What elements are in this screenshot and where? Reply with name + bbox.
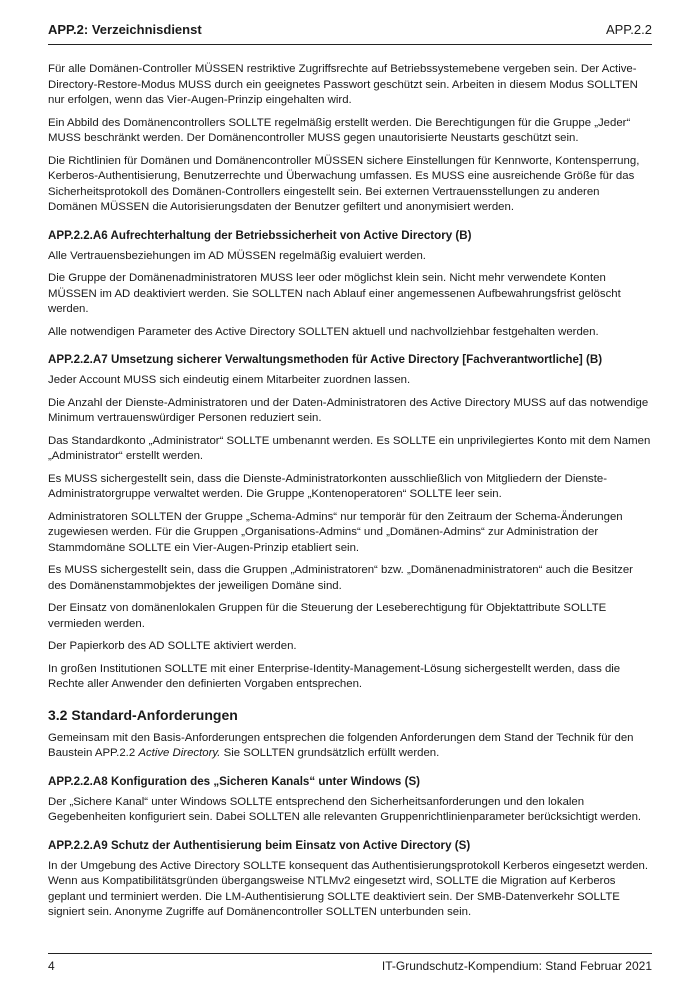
paragraph: Es MUSS sichergestellt sein, dass die Dienste-Administratorkonten ausschließlich von Mitgliedern der Dienste-Administratorgruppe verwaltet werden. Die Gruppe „Kontenoperatoren“ SOLLTE leer sein. [48,472,608,500]
paragraph: Der Einsatz von domänenlokalen Gruppen für die Steuerung der Leseberechtigung für Objektattribute SOLLTE vermieden werden. [48,602,607,630]
intro-text: Sie SOLLTEN grundsätzlich erfüllt werden. [220,747,440,759]
page-header [48,18,652,45]
paragraph: Alle notwendigen Parameter des Active Directory SOLLTEN aktuell und nachvollziehbar festgehalten werden. [48,325,599,338]
page-number: 4 [48,959,55,973]
paragraph: Die Gruppe der Domänenadministratoren MUSS leer oder möglichst klein sein. Nicht mehr verwendete Konten MÜSSEN im AD deaktiviert werden. Sie SOLLTEN nach Ablauf einer angemessenen Aufbewahrungsfrist gelöscht werden. [48,272,621,315]
paragraph: In großen Institutionen SOLLTE mit einer Enterprise-Identity-Management-Lösung sichergestellt werden, dass die Rechte aller Anwender den definierten Vorgaben entsprechen. [48,662,621,690]
paragraph: Die Richtlinien für Domänen und Domänencontroller MÜSSEN sichere Einstellungen für Kennworte, Kontensperrung, Kerberos-Authentisierung, Benutzerrechte und Überwachung umfassen. Es MUSS eine ausreichende Größe für das Sicherheitsprotokoll des Domänen-Controllers eingestellt sein. Bei externen Vertrauensstellungen zu anderen Domänen MÜSSEN die Autorisierungsdaten der Benutzer gefiltert und anonymisiert werden. [48,154,640,213]
paragraph: Jeder Account MUSS sich eindeutig einem Mitarbeiter zuordnen lassen. [48,374,411,386]
paragraph: Der Papierkorb des AD SOLLTE aktiviert werden. [48,640,297,652]
section-heading: 3.2 Standard-Anforderungen [48,706,238,723]
requirement-heading-a8: APP.2.2.A8 Konfiguration des „Sicheren Kanals“ unter Windows (S) [48,774,421,788]
paragraph: In der Umgebung des Active Directory SOLLTE konsequent das Authentisierungsprotokoll Kerberos eingesetzt werden. Wenn aus Kompatibilitätsgründen übergangsweise NTLMv2 eingesetzt wird, SOLLTE die Migration auf Kerberos geplant und terminiert werden. Die LM-Authentisierung SOLLTE deaktiviert sein. Der SMB-Datenverkehr SOLLTE signiert sein. Anonyme Zugriffe auf Domänencontroller SOLLTEN unterbunden sein. [48,859,649,918]
section-intro [48,731,652,762]
intro-text: Gemeinsam mit den Basis-Anforderungen entsprechen die folgenden Anforderungen dem Stand der Technik für den Baustein APP.2.2 [48,731,634,759]
paragraph: Ein Abbild des Domänencontrollers SOLLTE regelmäßig erstellt werden. Die Berechtigungen für die Gruppe „Jeder“ MUSS beschränkt werden. Der Domänencontroller MUSS gegen unautorisierte Neustarts geschützt sein. [48,116,631,144]
paragraph: Administratoren SOLLTEN der Gruppe „Schema-Admins“ nur temporär für den Zeitraum der Schema-Änderungen zugewiesen werden. Für die Gruppen „Organisations-Admins“ und „Domänen-Admins“ zur Administration der Stammdomäne SOLLTE ein Vier-Augen-Prinzip etabliert sein. [48,510,623,554]
page-content [48,62,652,928]
requirement-heading-a7: APP.2.2.A7 Umsetzung sicherer Verwaltungsmethoden für Active Directory [Fachverantwortliche] (B) [48,353,603,366]
footer-source: IT-Grundschutz-Kompendium: Stand Februar 2021 [381,959,652,973]
requirement-heading-a9: APP.2.2.A9 Schutz der Authentisierung beim Einsatz von Active Directory (S) [48,838,471,852]
paragraph: Das Standardkonto „Administrator“ SOLLTE umbenannt werden. Es SOLLTE ein unprivilegiertes Konto mit dem Namen „Administrator“ erstellt werden. [48,434,651,462]
header-section-title: APP.2: Verzeichnisdienst [48,22,202,37]
paragraph: Es MUSS sichergestellt sein, dass die Gruppen „Administratoren“ bzw. „Domänenadministratoren“ auch die Besitzer des Domänenstammobjektes der jeweiligen Domäne sind. [48,564,633,592]
paragraph: Die Anzahl der Dienste-Administratoren und der Daten-Administratoren des Active Directory MUSS auf das notwendige Minimum vertrauenswürdiger Personen reduziert sein. [48,396,649,424]
paragraph: Alle Vertrauensbeziehungen im AD MÜSSEN regelmäßig evaluiert werden. [48,249,426,262]
paragraph: Für alle Domänen-Controller MÜSSEN restriktive Zugriffsrechte auf Betriebssystemebene vergeben sein. Der Active-Directory-Restore-Modus MUSS durch ein geeignetes Passwort geschützt sein. Arbeiten in diesem Modus SOLLTEN nur erfolgen, wenn das Vier-Augen-Prinzip eingehalten wird. [48,63,638,106]
paragraph: Der „Sichere Kanal“ unter Windows SOLLTE entsprechend den Sicherheitsanforderungen und den lokalen Gegebenheiten konfiguriert sein. Dabei SOLLTEN alle relevanten Gruppenrichtlinienparameter berücksichtigt werden. [48,795,642,823]
requirement-heading-a6: APP.2.2.A6 Aufrechterhaltung der Betriebssicherheit von Active Directory (B) [48,228,472,242]
intro-italic: Active Directory. [138,747,221,759]
header-module-code: APP.2.2 [605,22,652,37]
page-footer [48,953,652,978]
